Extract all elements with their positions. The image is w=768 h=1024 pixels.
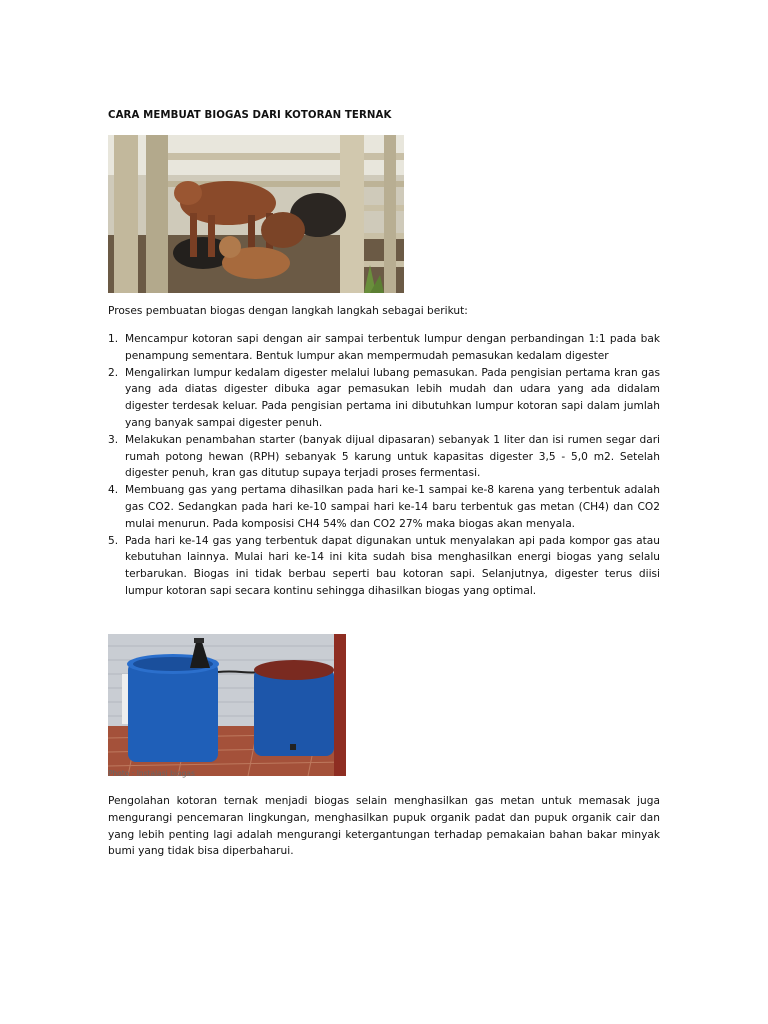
photo-caption: Photo : Instalasi biogas xyxy=(108,769,195,778)
document-title: CARA MEMBUAT BIOGAS DARI KOTORAN TERNAK xyxy=(108,110,392,121)
list-item xyxy=(108,432,660,482)
step-number: 2. xyxy=(108,366,119,379)
intro-text: Proses pembuatan biogas dengan langkah langkah sebagai berikut: xyxy=(108,305,468,317)
step-number: 4. xyxy=(108,484,119,497)
step-number: 1. xyxy=(108,333,119,345)
step-text: Melakukan penambahan starter (banyak dijual dipasaran) sebanyak 1 liter dan isi rumen segar dari rumah potong hewan (RPH) sebanyak 5 karung untuk kapasitas digester 3,5 - 5,0 m2. Setelah digester penuh, kran gas ditutup supaya terjadi proses fermentasi. xyxy=(125,433,660,480)
steps-list xyxy=(108,331,660,600)
step-text: Mengalirkan lumpur kedalam digester melalui lubang pemasukan. Pada pengisian pertama kran gas yang ada diatas digester dibuka agar pemasukan lebih mudah dan udara yang ada didalam digester terdesak keluar. Pada pengisian pertama ini dibutuhkan lumpur kotoran sapi dalam jumlah yang banyak sampai digester penuh. xyxy=(125,366,660,429)
cattle-photo xyxy=(108,135,404,293)
cattle-photo-illustration xyxy=(108,135,404,293)
closing-paragraph: Pengolahan kotoran ternak menjadi biogas selain menghasilkan gas metan untuk memasak juga mengurangi pencemaran lingkungan, menghasilkan pupuk organik padat dan pupuk organik cair dan yang lebih penting lagi adalah mengurangi ketergantungan terhadap pemakaian bahan bakar minyak bumi yang tidak bisa diperbaharui. xyxy=(108,795,660,858)
biogas-installation-photo xyxy=(108,634,346,776)
step-text: Pada hari ke-14 gas yang terbentuk dapat digunakan untuk menyalakan api pada kompor gas atau kebutuhan lainnya. Mulai hari ke-14 ini kita sudah bisa menghasilkan energi biogas yang selalu terbarukan. Biogas ini tidak berbau seperti bau kotoran sapi. Selanjutnya, digester terus diisi lumpur kotoran sapi secara kontinu sehingga dihasilkan biogas yang optimal. xyxy=(125,534,660,597)
list-item xyxy=(108,365,660,432)
step-number: 3. xyxy=(108,433,119,446)
biogas-photo-illustration xyxy=(108,634,346,776)
list-item xyxy=(108,482,660,532)
step-text: Membuang gas yang pertama dihasilkan pada hari ke-1 sampai ke-8 karena yang terbentuk adalah gas CO2. Sedangkan pada hari ke-10 sampai hari ke-14 baru terbentuk gas metan (CH4) dan CO2 mulai menurun. Pada komposisi CH4 54% dan CO2 27% maka biogas akan menyala. xyxy=(125,484,660,530)
list-item xyxy=(108,331,660,365)
step-text: Mencampur kotoran sapi dengan air sampai terbentuk lumpur dengan perbandingan 1:1 pada bak penampung sementara. Bentuk lumpur akan mempermudah pemasukan kedalam digester xyxy=(125,333,660,362)
step-number: 5. xyxy=(108,534,119,547)
list-item xyxy=(108,533,660,600)
